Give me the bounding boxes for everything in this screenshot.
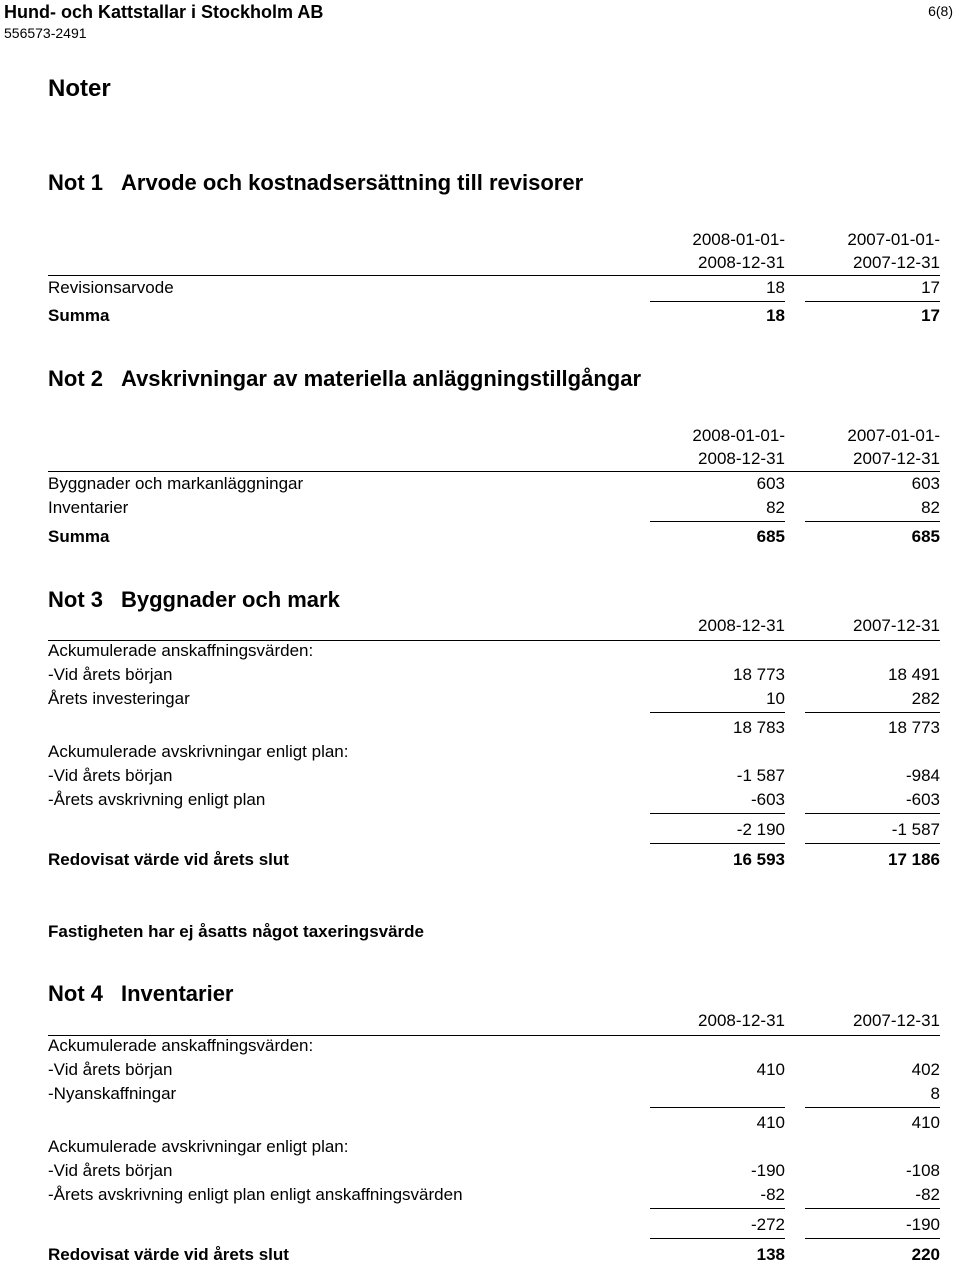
note3-dep-heading: Ackumulerade avskrivningar enligt plan:: [48, 742, 349, 761]
note3-dep-row1-2008: -1 587: [736, 766, 785, 785]
note1-heading: Arvode och kostnadsersättning till revisorer: [121, 170, 584, 195]
note3-result-2008: 16 593: [733, 850, 785, 869]
note3-acq-total-2008: 18 783: [733, 718, 785, 737]
note3-result-rule-col2: [805, 843, 940, 844]
note3-acq-row2-2007: 282: [911, 689, 940, 708]
note2-col2-header-line2: 2007-12-31: [853, 449, 940, 468]
page-number: 6(8): [928, 3, 953, 19]
note4-number: Not 4: [48, 981, 103, 1006]
note2-sum-rule-col1: [650, 521, 785, 522]
note4-acq-total-rule-col1: [650, 1107, 785, 1108]
note2-heading: Avskrivningar av materiella anläggningstillgångar: [121, 366, 642, 391]
note3-dep-total-2007: -1 587: [891, 820, 940, 839]
note4-dep-row2-2008: -82: [760, 1185, 785, 1204]
note3-acq-row2-2008: 10: [766, 689, 785, 708]
note4-dep-heading: Ackumulerade avskrivningar enligt plan:: [48, 1137, 349, 1156]
note3-acq-total-2007: 18 773: [888, 718, 940, 737]
note4-col1-header: 2008-12-31: [698, 1011, 785, 1030]
note3-dep-row1-label: -Vid årets början: [48, 766, 173, 785]
note3-dep-row2-label: -Årets avskrivning enligt plan: [48, 790, 266, 809]
note1-row-value-2008: 18: [766, 278, 785, 297]
note3-dep-total-rule-col1: [650, 813, 785, 814]
note4-acq-total-2007: 410: [911, 1113, 940, 1132]
note4-dep-row2-label: -Årets avskrivning enligt plan enligt anskaffningsvärden: [48, 1185, 463, 1204]
note1-sum-2007: 17: [921, 306, 940, 325]
note1-col1-header-line2: 2008-12-31: [698, 253, 785, 272]
note1-sum-label: Summa: [48, 306, 110, 325]
note3-result-label: Redovisat värde vid årets slut: [48, 850, 289, 869]
note3-acq-row1-2007: 18 491: [888, 665, 940, 684]
note3-heading: Byggnader och mark: [121, 587, 340, 612]
note1-title: [48, 170, 583, 196]
note4-acq-total-2008: 410: [756, 1113, 785, 1132]
note2-title: [48, 366, 641, 392]
note4-dep-row1-2007: -108: [905, 1161, 940, 1180]
note2-row1-label: Byggnader och markanläggningar: [48, 474, 304, 493]
note4-acq-row1-label: -Vid årets början: [48, 1060, 173, 1079]
note4-dep-row1-2008: -190: [750, 1161, 785, 1180]
note1-row-value-2007: 17: [921, 278, 940, 297]
note4-acq-row2-2007: 8: [930, 1084, 940, 1103]
note2-col1-header-line2: 2008-12-31: [698, 449, 785, 468]
note3-col2-header: 2007-12-31: [853, 616, 940, 635]
tax-value-note: Fastigheten har ej åsatts något taxeringsvärde: [48, 922, 425, 941]
note3-result-rule-col1: [650, 843, 785, 844]
note3-acq-row1-2008: 18 773: [733, 665, 785, 684]
note3-title: [48, 587, 340, 613]
note1-sum-rule-col1: [650, 301, 785, 302]
note3-acq-row2-label: Årets investeringar: [48, 689, 190, 708]
note4-result-2007: 220: [911, 1245, 940, 1264]
note4-acq-row1-2007: 402: [911, 1060, 940, 1079]
note4-dep-total-rule-col2: [805, 1208, 940, 1209]
note3-dep-row1-2007: -984: [905, 766, 940, 785]
note4-heading: Inventarier: [121, 981, 234, 1006]
note1-col2-header-line2: 2007-12-31: [853, 253, 940, 272]
note3-result-2007: 17 186: [888, 850, 940, 869]
note3-acq-row1-label: -Vid årets början: [48, 665, 173, 684]
note1-header-rule: [48, 275, 940, 276]
note3-dep-row2-2007: -603: [905, 790, 940, 809]
note2-row2-2008: 82: [766, 498, 785, 517]
note4-result-rule-col1: [650, 1238, 785, 1239]
note1-sum-rule-col2: [805, 301, 940, 302]
note3-acq-total-rule-col1: [650, 712, 785, 713]
note3-dep-row2-2008: -603: [750, 790, 785, 809]
note2-sum-label: Summa: [48, 527, 110, 546]
note2-col2-header-line1: 2007-01-01-: [847, 426, 940, 445]
note4-acq-heading: Ackumulerade anskaffningsvärden:: [48, 1036, 314, 1055]
note4-result-label: Redovisat värde vid årets slut: [48, 1245, 289, 1264]
note3-dep-total-2008: -2 190: [736, 820, 785, 839]
note4-dep-total-2007: -190: [905, 1215, 940, 1234]
note4-acq-total-rule-col2: [805, 1107, 940, 1108]
note2-row1-2007: 603: [911, 474, 940, 493]
note3-number: Not 3: [48, 587, 103, 612]
note3-acq-heading: Ackumulerade anskaffningsvärden:: [48, 641, 314, 660]
note4-acq-row1-2008: 410: [756, 1060, 785, 1079]
note4-dep-row2-2007: -82: [915, 1185, 940, 1204]
note2-sum-2007: 685: [911, 527, 940, 546]
note3-col1-header: 2008-12-31: [698, 616, 785, 635]
note4-result-2008: 138: [756, 1245, 785, 1264]
note4-dep-row1-label: -Vid årets början: [48, 1161, 173, 1180]
note2-sum-2008: 685: [756, 527, 785, 546]
note1-col1-header-line1: 2008-01-01-: [692, 230, 785, 249]
note2-row1-2008: 603: [756, 474, 785, 493]
note2-row2-label: Inventarier: [48, 498, 129, 517]
note2-number: Not 2: [48, 366, 103, 391]
org-number: 556573-2491: [4, 25, 87, 41]
note4-col2-header: 2007-12-31: [853, 1011, 940, 1030]
company-name: Hund- och Kattstallar i Stockholm AB: [4, 2, 324, 22]
note2-col1-header-line1: 2008-01-01-: [692, 426, 785, 445]
note1-row-label: Revisionsarvode: [48, 278, 174, 297]
note4-dep-total-rule-col1: [650, 1208, 785, 1209]
note1-number: Not 1: [48, 170, 103, 195]
page-title: Noter: [48, 75, 111, 102]
note2-row2-2007: 82: [921, 498, 940, 517]
note1-sum-2008: 18: [766, 306, 785, 325]
note2-sum-rule-col2: [805, 521, 940, 522]
note4-acq-row2-label: -Nyanskaffningar: [48, 1084, 177, 1103]
note4-result-rule-col2: [805, 1238, 940, 1239]
note1-col2-header-line1: 2007-01-01-: [847, 230, 940, 249]
note3-dep-total-rule-col2: [805, 813, 940, 814]
note3-acq-total-rule-col2: [805, 712, 940, 713]
note4-dep-total-2008: -272: [750, 1215, 785, 1234]
note4-title: [48, 981, 234, 1007]
note2-header-rule: [48, 471, 940, 472]
